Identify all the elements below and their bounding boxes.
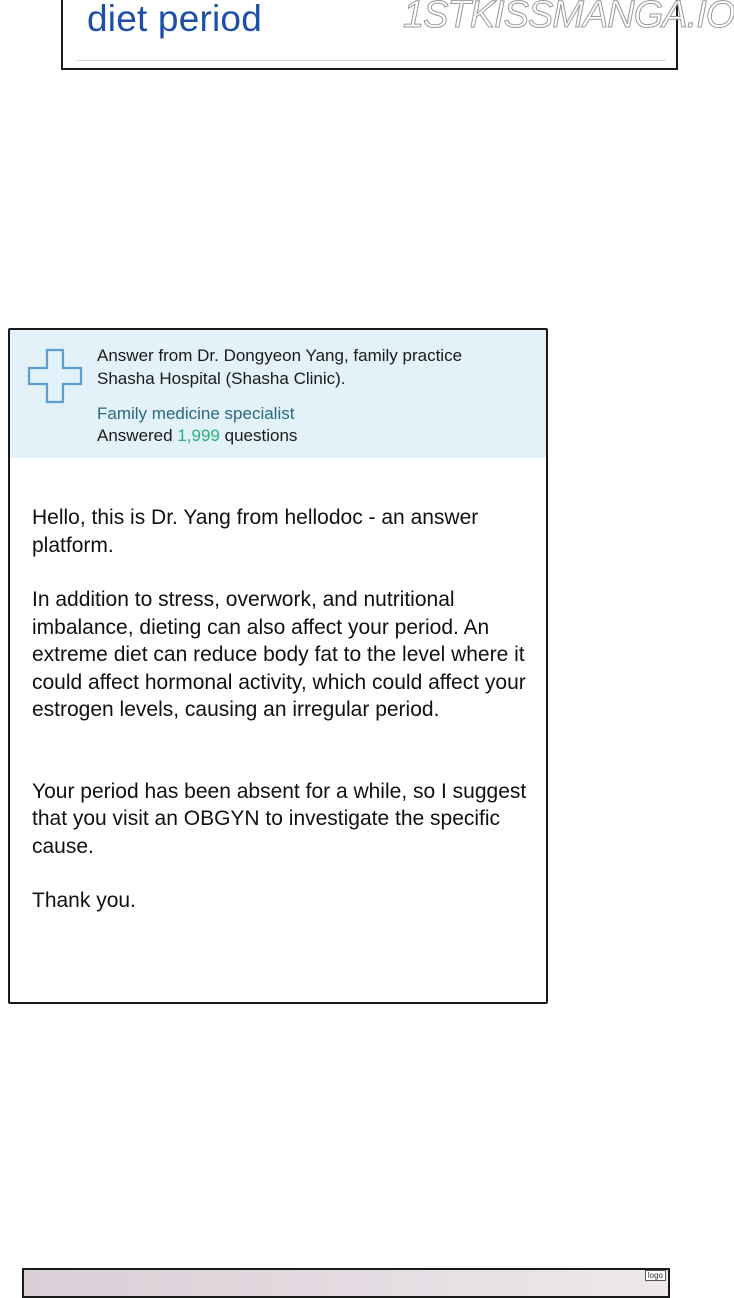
search-query-text[interactable]: diet period xyxy=(87,0,262,39)
answer-suggestion: Your period has been absent for a while, so I suggest that you visit an OBGYN to investigate the specific cause. xyxy=(32,779,527,858)
answer-greeting: Hello, this is Dr. Yang from hellodoc - an answer platform. xyxy=(32,506,479,557)
answer-body xyxy=(32,504,532,915)
doctor-name-line: Answer from Dr. Dongyeon Yang, family practice xyxy=(97,346,463,365)
answered-suffix: questions xyxy=(224,426,298,445)
answered-count-line xyxy=(97,424,297,447)
answer-card xyxy=(8,328,548,1004)
doctor-info xyxy=(97,344,462,390)
search-box-panel xyxy=(61,0,734,70)
watermark-text: 1STKISSMANGA.IO xyxy=(403,0,734,36)
search-underline xyxy=(77,60,666,61)
answered-count: 1,999 xyxy=(177,426,220,445)
answer-closing: Thank you. xyxy=(32,889,136,912)
panel-logo: logo xyxy=(645,1270,666,1281)
next-panel xyxy=(22,1268,670,1298)
answered-prefix: Answered xyxy=(97,426,173,445)
medical-cross-icon xyxy=(27,348,83,404)
answer-diet-paragraph: In addition to stress, overwork, and nutritional imbalance, dieting can also affect your period. An extreme diet can reduce body fat to the level where it could affect hormonal activity, which could affect your estrogen levels, causing an irregular period. xyxy=(32,588,526,721)
hospital-line: Shasha Hospital (Shasha Clinic). xyxy=(97,369,346,388)
answer-header xyxy=(10,330,546,458)
specialty-label: Family medicine specialist xyxy=(97,404,295,423)
